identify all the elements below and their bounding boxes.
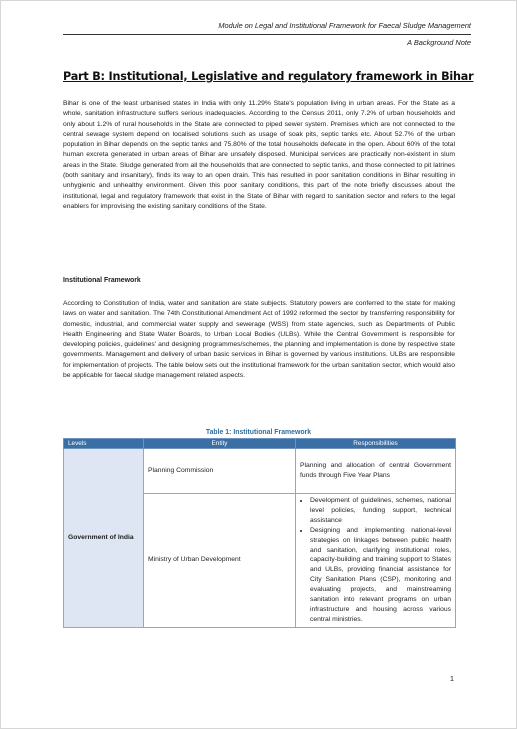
intro-paragraph: Bihar is one of the least urbanised states in India with only 11.29% State's population living in urban areas. For the State as a whole, sanitation infrastructure suffers serious inadequacies. According to the Census 2011, only 7.2% of urban households and only about 1.2% of rural households in the State are connected to piped sewer system. Premises which are not connected to the central sewage system depend on localised solutions such as usage of soak pits, septic tanks etc. About 52.7% of the urban population in Bihar depends on the septic tanks and 75.80% of the total households defecate in the open. About 60% of the total human excreta generated in urban areas of Bihar are unsafely disposed. Municipal services are practically non-existent in slum areas in the State. Sludge generated from all the households that are connected to septic tanks, and those connected to pit latrines (both sanitary and insanitary), finds its way to an open drain. This has resulted in poor sanitation conditions in Bihar resulting in unhygienic and unhealthy environment. Given this poor sanitary conditions, this part of the note briefly discusses about the institutional, legal and regulatory framework that exist in the State of Bihar with regard to sanitation sector and refers to the legal enablers for improvising the existing sanitary conditions of the State. [63, 100, 455, 210]
section-subheading: Institutional Framework [63, 277, 141, 284]
responsibility-list [300, 496, 451, 625]
institutional-framework-table [63, 438, 456, 628]
running-header-title: Module on Legal and Institutional Framework for Faecal Sludge Management [218, 21, 471, 30]
responsibility-cell [296, 494, 456, 628]
part-heading: Part B: Institutional, Legislative and regulatory framework in Bihar [63, 70, 474, 83]
institutional-paragraph: According to Constitution of India, water and sanitation are state subjects. Statutory powers are conferred to the state for making laws on water and sanitation. The 74th Constitutional Amendment Act of 1992 reformed the sector by transferring responsibility for domestic, industrial, and commercial water supply and sewerage (WSS) from state agencies, such as Departments of Public Health Engineering and State Water Boards, to Urban Local Bodies (ULBs). While the Central Government is responsible for developing policies, guidelines' and designing programmes/schemes, the planning and implementation is done by respective state governments. Management and delivery of urban basic services in Bihar is governed by various institutions. ULBs are responsible for implementation of projects. The table below sets out the institutional framework for the urban sanitation sector, which would also be applicable for faecal sludge management related aspects. [63, 300, 455, 380]
header-entity: Entity [144, 439, 296, 449]
table-row [64, 449, 456, 494]
list-item: • Designing and implementing national-level strategies on linkages between public health and sanitation, clarifying institutional roles, capacity-building and training support to States and ULBs, providing financial assistance for City Sanitation Plans (CSP), monitoring and evaluating projects, and mainstreaming sanitation into relevant programs on urban infrastructure and housing across various central ministries. [310, 526, 451, 625]
list-item: • Development of guidelines, schemes, national level policies, funding support, technical assistance [310, 496, 451, 526]
running-header-subtitle: A Background Note [407, 38, 471, 47]
entity-cell: Ministry of Urban Development [144, 494, 296, 628]
page-number: 1 [449, 674, 454, 683]
header-levels: Levels [64, 439, 144, 449]
level-cell: Government of India [64, 449, 144, 628]
header-responsibilities: Responsibilities [296, 439, 456, 449]
table-header-row [64, 439, 456, 449]
header-rule [63, 34, 471, 35]
table-caption: Table 1: Institutional Framework [205, 429, 312, 436]
responsibility-cell: Planning and allocation of central Government funds through Five Year Plans [296, 449, 456, 494]
entity-cell: Planning Commission [144, 449, 296, 494]
